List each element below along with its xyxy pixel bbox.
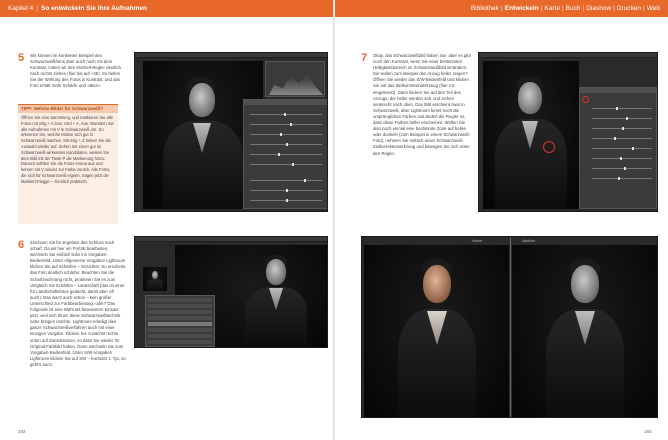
module-bibliothek: Bibliothek xyxy=(470,5,500,12)
screenshot-step-5 xyxy=(134,52,328,212)
slider[interactable] xyxy=(250,164,322,165)
step-6-number: 6 xyxy=(18,239,25,251)
preset-row[interactable] xyxy=(148,298,212,302)
target-adjustment-tool-icon[interactable] xyxy=(582,96,589,103)
slider[interactable] xyxy=(250,124,322,125)
slider[interactable] xyxy=(592,128,652,129)
slider[interactable] xyxy=(592,138,652,139)
slider[interactable] xyxy=(250,154,322,155)
slider[interactable] xyxy=(592,148,652,149)
module-entwickeln: Entwickeln xyxy=(504,5,539,12)
histogram-panel xyxy=(265,61,325,97)
slider[interactable] xyxy=(250,144,322,145)
page-number-left: 192 xyxy=(18,429,26,434)
step-7-text: Okay, das Schwarzweißbild haben Sie, aber es gibt noch den Kontrast, wenn Sie einer bestimmten Helligkeitsbereich im Schwarzweißbild verändern. Sie wollen zum Beispiel den Anzug heller zeigen? Öffnen Sie wieder das S/W-Bedienfeld und klicken Sie auf das Zielkorrekturwerkzeug (hier rot eingekreist). Dann klicken Sie auf den Teil des Anzugs, der heller werden soll, und ziehen senkrecht nach oben. Das Bild erscheint zwar in Schwarzweiß, aber Lightroom kennt noch die ursprünglichen Farben und ändert die Regler so, dass diese Farben heller erscheinen. Wollen Sie also noch einmal eine bestimmte Zone auf hellen oder dunkeln (zum Beispiel in einem Schwarzweiß-Foto), nehmen Sie einfach unser Schwarzweiß-Zielkorrekturwerkzeug und bewegen Sie sich unter den Regler. xyxy=(373,53,471,156)
lightroom-topbar xyxy=(135,53,327,58)
photo-preview xyxy=(483,61,579,209)
before-photo xyxy=(364,245,509,417)
module-header: Bibliothek | Entwickeln | Karte | Buch | Diashow | Drucken | Web xyxy=(335,0,668,17)
step-5-text: Wir können im konkreten Beispiel des Schwarzweißfotos aber auch noch mit dem Kontrast, indem wir den Klarheit-Regler deutlich nach rechts ziehen (hier bis auf +49). So helfen Sie der Wirkung des Fotos in Kontrast, und das Foto erhält mehr Schärfe und »Biss«. xyxy=(30,53,121,89)
slider[interactable] xyxy=(592,158,652,159)
preset-row-selected[interactable] xyxy=(148,322,212,326)
chapter-header xyxy=(0,0,333,17)
module-buch: Buch xyxy=(565,5,581,12)
histogram xyxy=(269,69,323,95)
slider[interactable] xyxy=(250,190,322,191)
chapter-title: So entwickeln Sie Ihre Aufnahmen xyxy=(41,5,147,12)
preset-row[interactable] xyxy=(148,310,212,314)
portrait-bw xyxy=(495,71,567,209)
step-6-text: Zeichnen Sie für Ergebnis das Schluss noch scharf. Da wir hier ein Porträt bearbeiten, wechseln Sie einfach links ins Vorgaben-Bedienfeld. Unter Allgemeine Vorgaben Lightroom klicken Sie auf Schärfen – Gesichter. So erscheint das Foto deutlich schärfer. Beachten Sie die Scharfzeichnung nicht, probieren Sie es zum Vergleich mit Schärfen – Landschaft (das ist einer für Landschaftsfotos gedacht, damit aber oft auch). Das war's auch schon – kein großer Unterschied zur Farbbearbeitung, oder? Das Folgende ist eine Wahl mit bewusstem Einsatz jetzt, weil sich Ihnen diese Schwarzweißtechnik nahe bringen möchte. Lightroom erledigt dies ganze Schwarzweißverfahren auch mit einer einzigen Vorgabe. Klicken Sie zunächst rechts unten auf Zurücksetzen, so dass Sie wieder Ihr Original-Farbbild haben. Dann wechseln Sie zum Vorgaben-Bedienfeld. Unter S/W-Vorgaben Lightroom klicken Sie auf SW – Kontrast 1. Tja, so geht's auch. xyxy=(30,240,126,367)
header-separator: | xyxy=(36,5,38,12)
module-drucken: Drucken xyxy=(616,5,642,12)
lightroom-topbar xyxy=(479,53,657,58)
navigator-thumbnail xyxy=(143,267,167,291)
preset-row[interactable] xyxy=(148,328,212,332)
presets-panel xyxy=(145,295,215,347)
preset-row[interactable] xyxy=(148,316,212,320)
slider[interactable] xyxy=(592,118,652,119)
step-5-number: 5 xyxy=(18,52,25,64)
lightroom-topbar xyxy=(135,237,327,242)
slider[interactable] xyxy=(592,178,652,179)
slider[interactable] xyxy=(592,108,652,109)
module-diashow: Diashow xyxy=(586,5,612,12)
chapter-number: Kapitel 4 xyxy=(8,5,34,12)
screenshot-before-after xyxy=(361,236,658,418)
preset-row[interactable] xyxy=(148,334,212,338)
basic-panel xyxy=(243,99,328,209)
portrait-bw xyxy=(245,251,307,347)
preset-row[interactable] xyxy=(148,340,212,344)
slider[interactable] xyxy=(250,114,322,115)
tip-text: Öffnen Sie eine Sammlung, und markieren Sie alle Fotos mit Strg + A bzw. cmd + A. Aus. Wundern Sie alle Aufnahmen mit V in Schwarzweiß um. So erkennen Sie, welche Motive sich gut in Schwarzweiß machen. Mit Strg + Z heben Sie die Auswahl wieder auf. Sehen Sie einen gut im Schwarzweiß wirkenden Kandidaten, weisen Sie dem Bild mit der Taste P die Markierung hinzu. Danach wählen Sie die Fotos erneut aus und kehren mit V wieder zur Farbe zurück. Alle Fotos, die sich für Schwarzweiß eignen, tragen jetzt die Markiert-Flagge – ziemlich praktisch. xyxy=(21,115,114,184)
step-7-number: 7 xyxy=(361,52,368,64)
compare-divider[interactable] xyxy=(510,237,511,418)
book-gutter xyxy=(333,0,335,440)
portrait-bw xyxy=(546,253,624,417)
after-label: Nachher xyxy=(522,239,536,243)
portrait-color xyxy=(398,253,476,417)
clarity-slider[interactable] xyxy=(250,180,322,181)
panel-title-bar xyxy=(244,100,328,105)
preset-row[interactable] xyxy=(148,304,212,308)
screenshot-step-6 xyxy=(134,236,328,348)
slider[interactable] xyxy=(592,168,652,169)
after-photo xyxy=(512,245,657,417)
bw-mix-panel xyxy=(579,87,657,209)
slider[interactable] xyxy=(250,134,322,135)
target-marker xyxy=(543,141,555,153)
screenshot-step-7 xyxy=(478,52,658,212)
tip-box xyxy=(18,104,118,224)
portrait-bw xyxy=(163,71,243,209)
module-web: Web xyxy=(646,5,660,12)
tip-title: TIPP: Welche Bilder für Schwarzweiß? xyxy=(18,105,118,113)
module-karte: Karte xyxy=(544,5,560,12)
slider[interactable] xyxy=(250,200,322,201)
before-label: Vorher xyxy=(472,239,483,243)
panel-title-bar xyxy=(580,88,656,93)
page-number-right: 193 xyxy=(644,429,652,434)
